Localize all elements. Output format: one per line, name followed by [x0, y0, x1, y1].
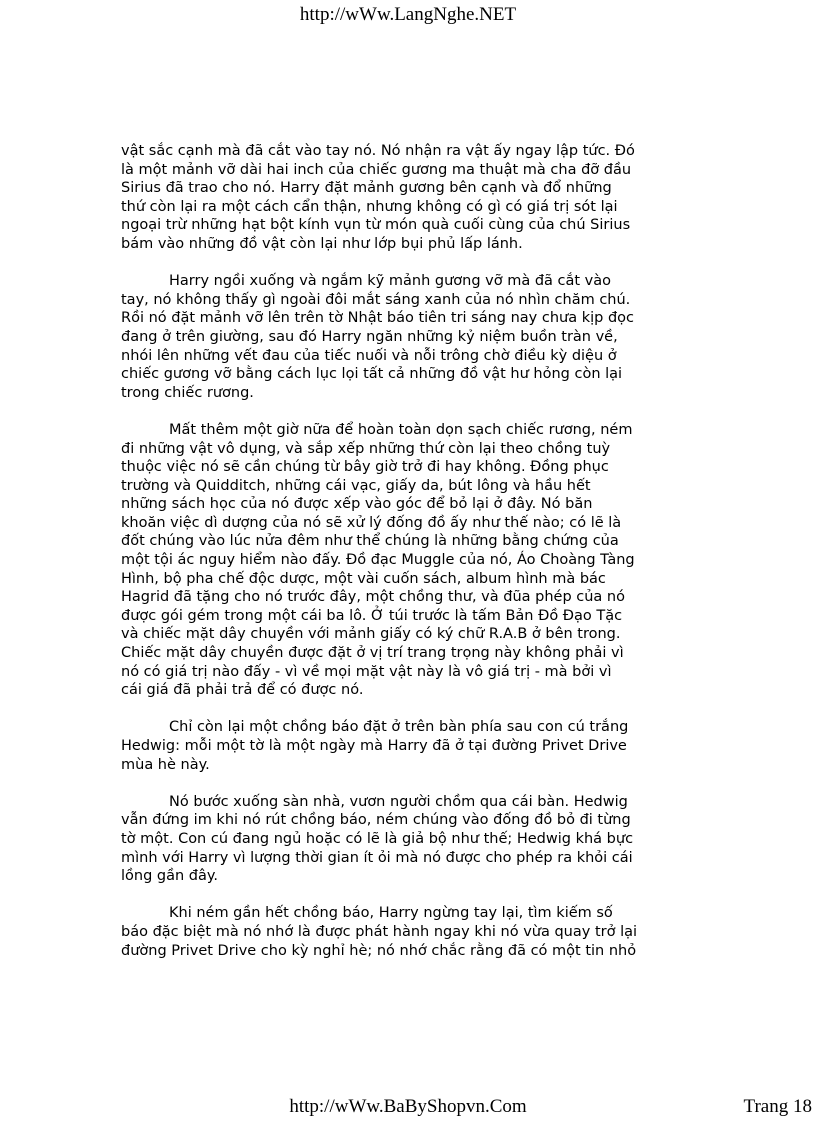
- text-line: cái giá đã phải trả để có được nó.: [121, 682, 364, 699]
- text-line: những sách học của nó được xếp vào góc để bỏ lại ở đây. Nó băn: [121, 496, 593, 513]
- text-line: lồng gần đây.: [121, 868, 219, 885]
- text-line: đang ở trên giường, sau đó Harry ngăn những kỷ niệm buồn tràn về,: [121, 328, 618, 345]
- text-line: Mất thêm một giờ nữa để hoàn toàn dọn sạch chiếc rương, ném: [169, 421, 633, 438]
- text-line: chiếc gương vỡ bằng cách lục lọi tất cả những đồ vật hư hỏng còn lại: [121, 366, 623, 383]
- text-line: Hình, bộ pha chế độc dược, một vài cuốn sách, album hình mà bác: [121, 570, 606, 587]
- text-line: Rồi nó đặt mảnh vỡ lên trên tờ Nhật báo tiên tri sáng nay chưa kịp đọc: [121, 310, 635, 327]
- paragraph: [121, 272, 707, 402]
- footer-url: http://wWw.BaByShopvn.Com: [289, 1096, 527, 1117]
- text-line: và chiếc mặt dây chuyền với mảnh giấy có ký chữ R.A.B ở bên trong.: [121, 626, 621, 643]
- text-line: nó có giá trị nào đấy - vì về mọi mặt vật này là vô giá trị - mà bởi vì: [121, 663, 612, 680]
- text-line: Hedwig: mỗi một tờ là một ngày mà Harry đã ở tại đường Privet Drive: [121, 738, 627, 754]
- text-line: bám vào những đồ vật còn lại như lớp bụi phủ lấp lánh.: [121, 235, 523, 252]
- text-line: Chỉ còn lại một chồng báo đặt ở trên bàn phía sau con cú trắng: [169, 719, 629, 736]
- text-line: là một mảnh vỡ dài hai inch của chiếc gương ma thuật mà cha đỡ đầu: [121, 161, 632, 178]
- text-line: nhói lên những vết đau của tiếc nuối và nỗi trông chờ điều kỳ diệu ở: [121, 347, 617, 364]
- text-line: Sirius đã trao cho nó. Harry đặt mảnh gương bên cạnh và đổ những: [121, 180, 612, 197]
- text-line: thứ còn lại ra một cách cẩn thận, nhưng không có gì có giá trị sót lại: [121, 198, 618, 215]
- header-url: http://wWw.LangNghe.NET: [299, 4, 517, 25]
- text-line: báo đặc biệt mà nó nhớ là được phát hành ngay khi nó vừa quay trở lại: [121, 923, 638, 940]
- text-line: tờ một. Con cú đang ngủ hoặc có lẽ là giả bộ như thế; Hedwig khá bực: [121, 830, 634, 847]
- text-line: đốt chúng vào lúc nửa đêm như thể chúng là những bằng chứng của: [121, 533, 619, 550]
- text-line: khoăn việc dì dượng của nó sẽ xử lý đống đồ ấy như thế nào; có lẽ là: [121, 514, 622, 531]
- paragraph: [121, 421, 707, 700]
- text-line: vẫn đứng im khi nó rút chồng báo, ném chúng vào đống đồ bỏ đi từng: [121, 812, 631, 829]
- text-line: Hagrid đã tặng cho nó trước đây, một chồng thư, và đũa phép của nó: [121, 589, 625, 606]
- text-line: mình với Harry vì lượng thời gian ít ỏi mà nó được cho phép ra khỏi cái: [121, 849, 633, 866]
- text-line: trong chiếc rương.: [121, 384, 254, 401]
- text-line: Khi ném gần hết chồng báo, Harry ngừng tay lại, tìm kiếm số: [169, 905, 613, 922]
- text-line: Nó bước xuống sàn nhà, vươn người chồm qua cái bàn. Hedwig: [169, 793, 628, 810]
- paragraph: [121, 718, 707, 774]
- text-line: Harry ngồi xuống và ngắm kỹ mảnh gương vỡ mà đã cắt vào: [169, 273, 612, 290]
- text-line: đi những vật vô dụng, và sắp xếp những thứ còn lại theo chồng tuỳ: [121, 440, 611, 457]
- page-body: [121, 142, 707, 979]
- page-number: Trang 18: [743, 1096, 812, 1117]
- text-line: vật sắc cạnh mà đã cắt vào tay nó. Nó nhận ra vật ấy ngay lập tức. Đó: [121, 143, 635, 159]
- text-line: tay, nó không thấy gì ngoài đôi mắt sáng xanh của nó nhìn chăm chú.: [121, 291, 631, 308]
- text-line: đường Privet Drive cho kỳ nghỉ hè; nó nhớ chắc rằng đã có một tin nhỏ: [121, 942, 637, 959]
- text-line: trường và Quidditch, những cái vạc, giấy da, bút lông và hầu hết: [121, 477, 591, 494]
- text-line: ngoại trừ những hạt bột kính vụn từ món quà cuối cùng của chú Sirius: [121, 217, 631, 234]
- text-line: Chiếc mặt dây chuyền được đặt ở vị trí trang trọng này không phải vì: [121, 645, 624, 662]
- paragraph: [121, 904, 707, 960]
- text-line: một tội ác nguy hiểm nào đấy. Đồ đạc Muggle của nó, Áo Choàng Tàng: [121, 552, 635, 569]
- text-line: thuộc việc nó sẽ cần chúng từ bây giờ trở đi hay không. Đồng phục: [121, 459, 609, 476]
- paragraph: [121, 793, 707, 886]
- paragraph: [121, 142, 707, 254]
- text-line: được gói gém trong một cái ba lô. Ở túi trước là tấm Bản Đồ Đạo Tặc: [121, 607, 623, 624]
- text-line: mùa hè này.: [121, 756, 210, 773]
